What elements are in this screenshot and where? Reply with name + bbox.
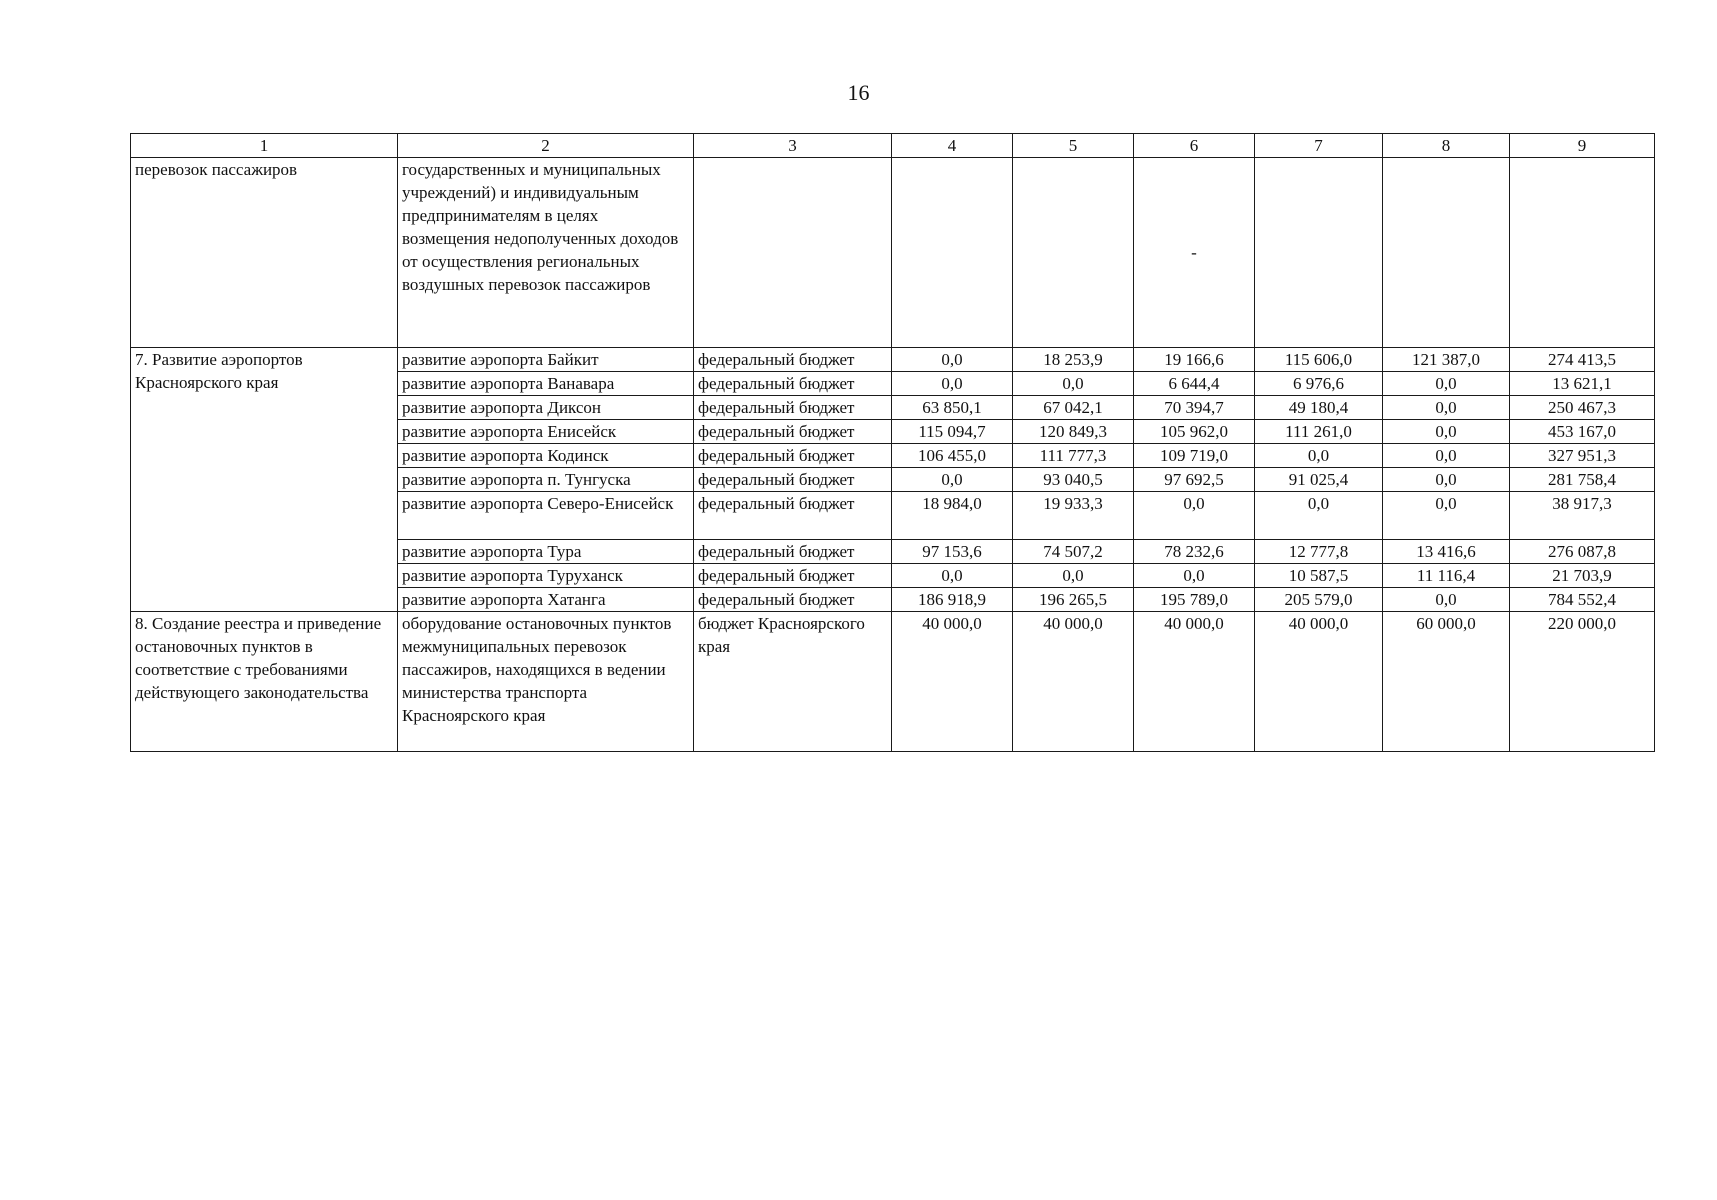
source-cell: федеральный бюджет (694, 564, 892, 588)
table-row (131, 158, 1655, 348)
value-cell: 18 984,0 (892, 492, 1013, 540)
value-cell: 111 261,0 (1255, 420, 1383, 444)
value-cell: 13 416,6 (1383, 540, 1510, 564)
value-cell (1383, 158, 1510, 348)
header-cell: 7 (1255, 134, 1383, 158)
event-cell: государственных и муниципальных учреждений) и индивидуальным предпринимателям в целях возмещения недополученных доходов от осуществления региональных воздушных перевозок пассажиров (398, 158, 694, 348)
value-cell: 0,0 (892, 564, 1013, 588)
value-cell: 0,0 (1383, 420, 1510, 444)
value-cell: 784 552,4 (1510, 588, 1655, 612)
value-cell: 276 087,8 (1510, 540, 1655, 564)
value-cell: 0,0 (1383, 396, 1510, 420)
value-cell: 93 040,5 (1013, 468, 1134, 492)
value-cell: 91 025,4 (1255, 468, 1383, 492)
value-cell: 281 758,4 (1510, 468, 1655, 492)
value-cell: 6 644,4 (1134, 372, 1255, 396)
header-cell: 9 (1510, 134, 1655, 158)
value-cell: 220 000,0 (1510, 612, 1655, 752)
value-cell: 74 507,2 (1013, 540, 1134, 564)
value-cell: 12 777,8 (1255, 540, 1383, 564)
value-cell: 205 579,0 (1255, 588, 1383, 612)
value-cell: 0,0 (1383, 588, 1510, 612)
value-cell: 120 849,3 (1013, 420, 1134, 444)
task-cell: 7. Развитие аэропортов Красноярского края (131, 348, 398, 612)
value-cell: 186 918,9 (892, 588, 1013, 612)
event-cell: развитие аэропорта Хатанга (398, 588, 694, 612)
event-cell: развитие аэропорта Диксон (398, 396, 694, 420)
event-cell: развитие аэропорта Кодинск (398, 444, 694, 468)
page-number: 16 (847, 80, 870, 105)
value-cell: 97 153,6 (892, 540, 1013, 564)
value-cell: 6 976,6 (1255, 372, 1383, 396)
source-cell (694, 158, 892, 348)
value-cell: 0,0 (1383, 492, 1510, 540)
source-cell: федеральный бюджет (694, 540, 892, 564)
value-cell: 0,0 (1013, 372, 1134, 396)
value-cell: 13 621,1 (1510, 372, 1655, 396)
source-cell: федеральный бюджет (694, 372, 892, 396)
value-cell: 121 387,0 (1383, 348, 1510, 372)
event-cell: развитие аэропорта Ванавара (398, 372, 694, 396)
source-cell: бюджет Красноярского края (694, 612, 892, 752)
value-cell: 105 962,0 (1134, 420, 1255, 444)
task-cell: 8. Создание реестра и приведение остановочных пунктов в соответствие с требованиями действующего законодательства (131, 612, 398, 752)
event-cell: развитие аэропорта п. Тунгуска (398, 468, 694, 492)
value-cell (892, 158, 1013, 348)
value-cell: 10 587,5 (1255, 564, 1383, 588)
source-cell: федеральный бюджет (694, 348, 892, 372)
value-cell: 274 413,5 (1510, 348, 1655, 372)
value-cell: 40 000,0 (1134, 612, 1255, 752)
event-cell: развитие аэропорта Байкит (398, 348, 694, 372)
value-cell: 21 703,9 (1510, 564, 1655, 588)
value-cell: 195 789,0 (1134, 588, 1255, 612)
value-cell (1255, 158, 1383, 348)
header-cell: 8 (1383, 134, 1510, 158)
header-row (131, 134, 1655, 158)
value-cell: 60 000,0 (1383, 612, 1510, 752)
value-cell: 38 917,3 (1510, 492, 1655, 540)
source-cell: федеральный бюджет (694, 492, 892, 540)
source-cell: федеральный бюджет (694, 420, 892, 444)
source-cell: федеральный бюджет (694, 588, 892, 612)
event-cell: развитие аэропорта Туруханск (398, 564, 694, 588)
event-cell: оборудование остановочных пунктов межмуниципальных перевозок пассажиров, находящихся в ведении министерства транспорта Красноярского края (398, 612, 694, 752)
value-cell (1134, 158, 1255, 348)
value-cell: 0,0 (1134, 564, 1255, 588)
value-cell: 0,0 (1134, 492, 1255, 540)
value-cell (1510, 158, 1655, 348)
value-cell: 327 951,3 (1510, 444, 1655, 468)
event-cell: развитие аэропорта Северо-Енисейск (398, 492, 694, 540)
value-cell: 70 394,7 (1134, 396, 1255, 420)
value-cell: 0,0 (892, 372, 1013, 396)
table-row (131, 348, 1655, 372)
table-row (131, 612, 1655, 752)
header-cell: 5 (1013, 134, 1134, 158)
value-cell: 97 692,5 (1134, 468, 1255, 492)
value-cell: 196 265,5 (1013, 588, 1134, 612)
dash-mark: - (1191, 243, 1197, 262)
value-cell: 0,0 (892, 468, 1013, 492)
value-cell: 0,0 (1255, 444, 1383, 468)
value-cell: 0,0 (1383, 372, 1510, 396)
value-cell: 0,0 (1255, 492, 1383, 540)
value-cell: 19 166,6 (1134, 348, 1255, 372)
value-cell: 0,0 (1383, 468, 1510, 492)
value-cell: 115 606,0 (1255, 348, 1383, 372)
header-cell: 6 (1134, 134, 1255, 158)
value-cell: 18 253,9 (1013, 348, 1134, 372)
value-cell: 40 000,0 (1255, 612, 1383, 752)
event-cell: развитие аэропорта Енисейск (398, 420, 694, 444)
value-cell (1013, 158, 1134, 348)
value-cell: 78 232,6 (1134, 540, 1255, 564)
value-cell: 67 042,1 (1013, 396, 1134, 420)
value-cell: 111 777,3 (1013, 444, 1134, 468)
value-cell: 0,0 (1013, 564, 1134, 588)
value-cell: 250 467,3 (1510, 396, 1655, 420)
value-cell: 0,0 (892, 348, 1013, 372)
source-cell: федеральный бюджет (694, 396, 892, 420)
value-cell: 19 933,3 (1013, 492, 1134, 540)
value-cell: 63 850,1 (892, 396, 1013, 420)
value-cell: 40 000,0 (1013, 612, 1134, 752)
header-cell: 1 (131, 134, 398, 158)
task-cell: перевозок пассажиров (131, 158, 398, 348)
value-cell: 40 000,0 (892, 612, 1013, 752)
source-cell: федеральный бюджет (694, 468, 892, 492)
value-cell: 0,0 (1383, 444, 1510, 468)
value-cell: 11 116,4 (1383, 564, 1510, 588)
event-cell: развитие аэропорта Тура (398, 540, 694, 564)
source-cell: федеральный бюджет (694, 444, 892, 468)
value-cell: 49 180,4 (1255, 396, 1383, 420)
value-cell: 453 167,0 (1510, 420, 1655, 444)
header-cell: 4 (892, 134, 1013, 158)
header-cell: 2 (398, 134, 694, 158)
header-cell: 3 (694, 134, 892, 158)
value-cell: 106 455,0 (892, 444, 1013, 468)
value-cell: 109 719,0 (1134, 444, 1255, 468)
budget-table (130, 133, 1655, 752)
value-cell: 115 094,7 (892, 420, 1013, 444)
